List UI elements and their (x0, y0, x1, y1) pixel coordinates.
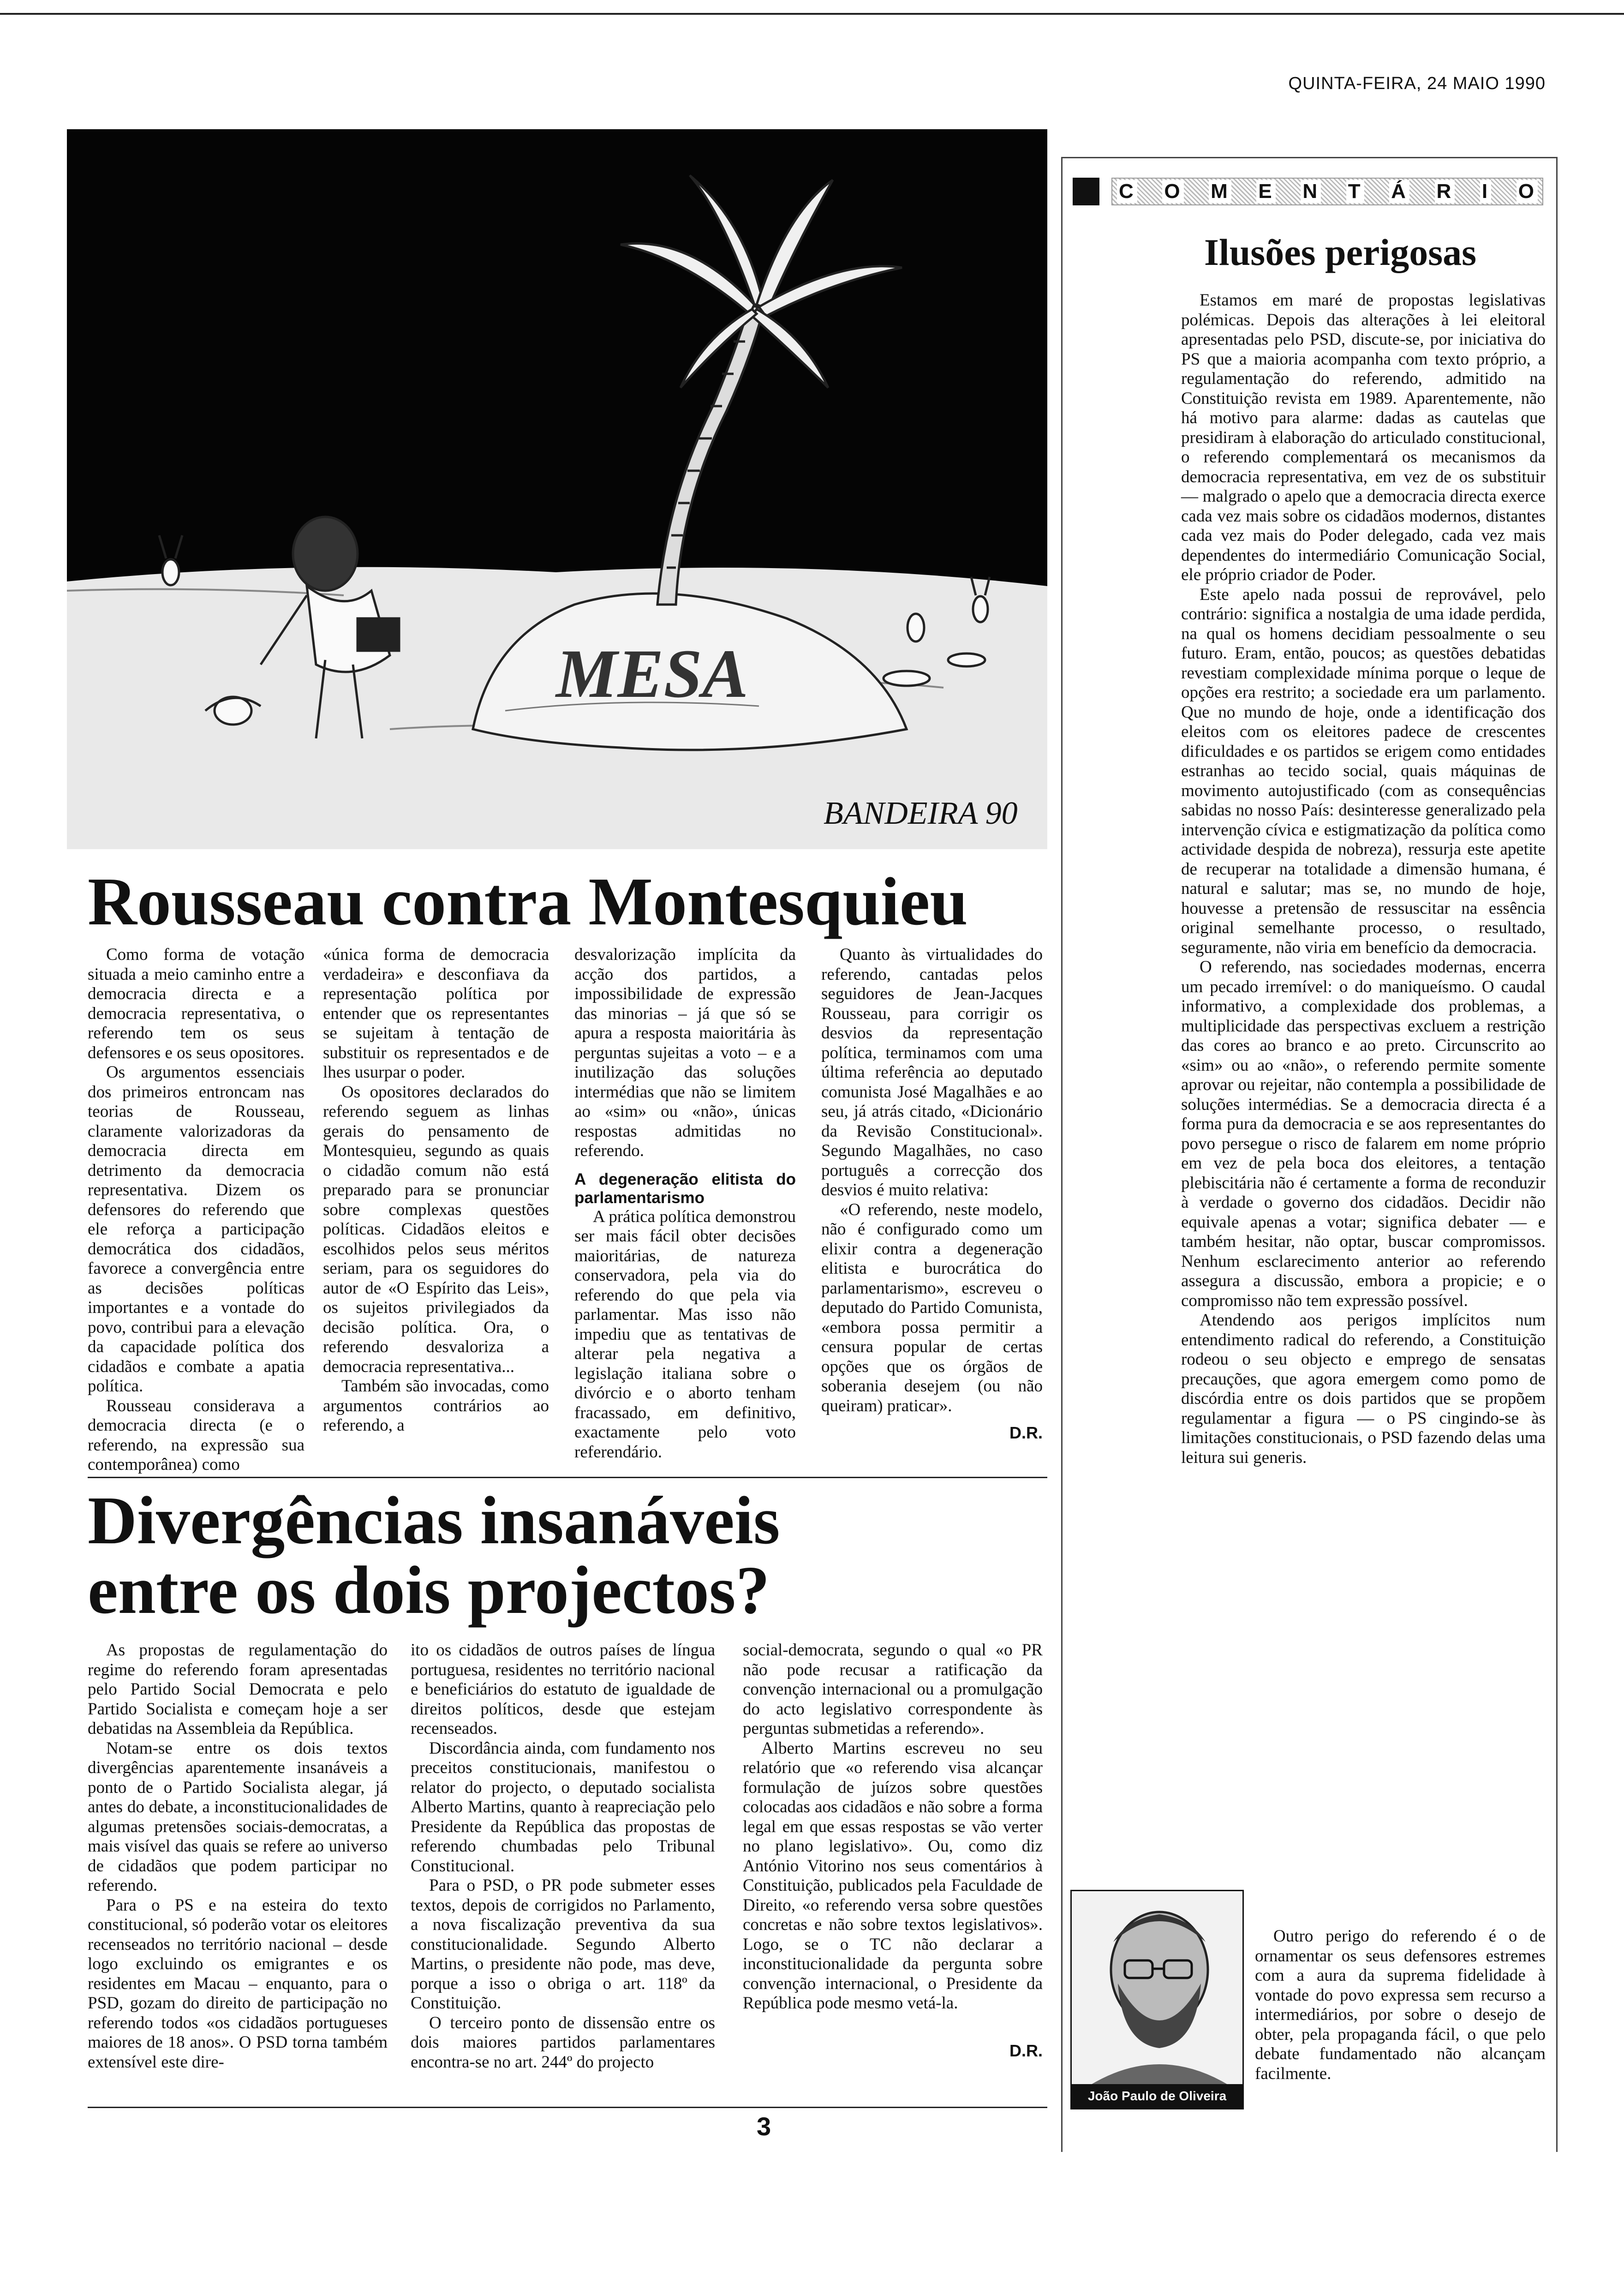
article1-signoff: D.R. (1009, 1423, 1043, 1442)
article2-headline-line1: Divergências insanáveis (88, 1483, 780, 1558)
paragraph: Os opositores declarados do referendo seguem as linhas gerais do pensamento de Montesquieu, segundo as quais o cidadão comum não está preparado para se pronunciar sobre complexas questões políticas. Cidadãos eleitos e escolhidos pelos seus méritos seriam, para os seguidores do autor de «O Espírito das Leis», os sujeitos privilegiados da decisão política. Ora, o referendo desvaloriza a democracia representativa... (323, 1082, 549, 1376)
banner-letter: E (1256, 180, 1275, 203)
paragraph: Como forma de votação situada a meio caminho entre a democracia directa e a democracia representativa, o referendo tem os seus defensores e os seus opositores. (88, 945, 304, 1062)
paragraph: Quanto às virtualidades do referendo, cantadas pelos seguidores de Jean-Jacques Rousseau, para corrigir os desvios da representação política, terminamos com uma última referência ao deputado comunista José Magalhães e ao seu, já atrás citado, «Dicionário da Revisão Constitucional». Segundo Magalhães, no caso português a correcção dos desvios é muito relativa: (821, 945, 1043, 1199)
article1-col4 (821, 945, 1043, 1443)
paragraph: ito os cidadãos de outros países de língua portuguesa, residentes no território nacional e beneficiários do estatuto de igualdade de direitos políticos, desde que estejam recenseados. (411, 1641, 715, 1738)
article1-col3 (574, 945, 796, 1462)
paragraph: Outro perigo do referendo é o de ornamentar os seus defensores estremes com a aura da suprema fidelidade à vontade do povo expressa sem recurso a intermediários, por sobre o desejo de obter, pela propaganda fácil, o que pelo debate fundamentado não alcançam facilmente. (1255, 1927, 1546, 2083)
page-number: 3 (757, 2112, 771, 2141)
banner-letter: O (1162, 180, 1183, 203)
portrait-caption: João Paulo de Oliveira (1072, 2084, 1242, 2108)
dateline: QUINTA-FEIRA, 24 MAIO 1990 (1288, 74, 1546, 93)
paragraph: «O referendo, neste modelo, não é configurado como um elixir contra a degeneração elitista e burocrática do parlamentarismo», escreveu o deputado do Partido Comunista, «embora possa permitir a censura popular de certas opções que os órgãos de soberania desejem (ou não queiram) praticar». (821, 1200, 1043, 1415)
paragraph: Os argumentos essenciais dos primeiros entroncam nas teorias de Rousseau, claramente valorizadoras da democracia directa em detrimento da democracia representativa. Dizem os defensores do referendo que ele reforça a participação democrática dos cidadãos, favorece a convergência entre as decisões políticas importantes e a vontade do povo, contribui para a elevação da capacidade política dos cidadãos e combate a apatia política. (88, 1063, 304, 1396)
article2-col2 (411, 1641, 715, 2072)
section-divider (88, 1477, 1047, 1478)
article2-headline (88, 1483, 964, 1628)
paragraph: As propostas de regulamentação do regime do referendo foram apresentadas pelo Partido Social Democrata e pelo Partido Socialista e começam hoje a ser debatidas na Assembleia da República. (88, 1641, 388, 1738)
paragraph: Para o PSD, o PR pode submeter esses textos, depois de corrigidos no Parlamento, a nova fiscalização preventiva da sua constitucionalidade. Segundo Alberto Martins, o presidente não pode, mas deve, porque a isso o obriga o art. 118º da Constituição. (411, 1876, 715, 2013)
island-label: MESA (556, 635, 748, 712)
cartoon-drawing (67, 129, 1047, 849)
portrait-drawing (1072, 1891, 1242, 2085)
paragraph: Estamos em maré de propostas legislativas polémicas. Depois das alterações à lei eleitoral apresentadas pelo PSD, discute-se, por iniciativa do PS que a maioria acompanha com texto próprio, a regulamentação do referendo, admitido na Constituição revista em 1989. Aparentemente, não há motivo para alarme: dadas as cautelas que presidiram à elaboração do articulado constitucional, o referendo complementará os mecanismos da democracia representativa, em vez de os substituir — malgrado o apelo que a democracia directa exerce cada vez mais sobre os cidadãos modernos, distantes cada vez mais do Poder delegado, cada vez mais dependentes do intermediário Comunicação Social, ele próprio criador de Poder. (1181, 291, 1546, 584)
cartoon-illustration (67, 129, 1047, 849)
banner-letter: I (1480, 180, 1491, 203)
paragraph: Este apelo nada possui de reprovável, pelo contrário: significa a nostalgia de uma idade perdida, na qual os homens decidiam pessoalmente o seu futuro. Eram, então, poucos; as questões debatidas revestiam complexidade mínima porque o leque de opções era restrito; a sociedade era um parlamento. Que no mundo de hoje, onde a identificação dos eleitos com os eleitores padece de crescentes dificuldades e os partidos se erigem como entidades estranhas ao tecido social, quais máquinas de movimento autojustificado (com as consequências sabidas no nosso País: desinteresse generalizado pela intervenção cívica e estigmatização da política como actividade despida de nobreza), ressurja este apetite de recuperar na totalidade a dimensão humana, é natural e salutar; mas se, no mundo de hoje, houvesse a pretensão de ressuscitar na essência original semelhante processo, o resultado, seguramente, não viria em benefício da democracia. (1181, 585, 1546, 957)
paragraph: Discordância ainda, com fundamento nos preceitos constitucionais, manifestou o relator do projecto, o deputado socialista Alberto Martins, quanto à reapreciação pelo Presidente da República das propostas de referendo chumbadas pelo Tribunal Constitucional. (411, 1738, 715, 1876)
banner-letter: M (1209, 180, 1231, 203)
paragraph: Notam-se entre os dois textos divergências aparentemente insanáveis a ponto de o Partido Socialista alegar, já antes do debate, a inconstitucionalidades de algumas pretensões sociais-democratas, a mais visível das quais se refere ao universo de cidadãos que podem participar no referendo. (88, 1738, 388, 1895)
banner-letter: O (1517, 180, 1538, 203)
banner-letter: R (1435, 180, 1455, 203)
banner-block (1073, 178, 1099, 205)
paragraph: O terceiro ponto de dissensão entre os dois maiores partidos parlamentares encontra-se no art. 244º do projecto (411, 2013, 715, 2072)
banner-letter: Á (1389, 180, 1409, 203)
article1-headline: Rousseau contra Montesquieu (88, 864, 968, 940)
paragraph: «única forma de democracia verdadeira» e desconfiava da representação política por entender que os representantes se sujeitam à tentação de substituir os representados e de lhes usurpar o poder. (323, 945, 549, 1082)
banner-text (1111, 178, 1543, 205)
banner-letter: C (1117, 180, 1137, 203)
paragraph: Para o PS e na esteira do texto constitucional, só poderão votar os eleitores recenseados no território nacional – desde logo excluindo os emigrantes e os residentes em Macau – enquanto, para o PSD, gozam do direito de participação no referendo todos «os cidadãos portugueses maiores de 18 anos». O PSD torna também extensível este dire- (88, 1895, 388, 2072)
article1-col1 (88, 945, 304, 1475)
paragraph: O referendo, nas sociedades modernas, encerra um pecado irremível: o do maniqueísmo. O caudal informativo, a complexidade dos problemas, a multiplicidade das perspectivas excluem a restrição das cores ao branco e ao preto. Circunscrito ao «sim» ou ao «não», o referendo permite somente aprovar ou rejeitar, não contempla a possibilidade de soluções intermédias. Se a democracia directa é a forma pura da democracia e se aos representantes do povo persegue o risco de falarem em nome próprio em vez de pela boca dos eleitores, a tentação plebiscitária não é certamente a forma de reconduzir à verdade o governo dos cidadãos. Decidir não equivale apenas a votar; significa debater — e também hesitar, não optar, buscar compromissos. Nenhum esclarecimento anterior ao referendo assegura a discussão, embora a propicie; e o compromisso não tem expressão possível. (1181, 958, 1546, 1310)
banner-letter: N (1301, 180, 1321, 203)
paragraph: A prática política demonstrou ser mais fácil obter decisões maioritárias, de natureza conservadora, pela via do referendo do que pela via parlamentar. Mas isso não impediu que as tentativas de alterar pela negativa a legislação italiana sobre o divórcio e o aborto tenham fracassado, em definitivo, exactamente pelo voto referendário. (574, 1207, 796, 1462)
bottom-rule (88, 2107, 1047, 2108)
article2-col1 (88, 1641, 388, 2072)
comment-body-top (1181, 291, 1546, 1468)
paragraph: Rousseau considerava a democracia directa (e o referendo, na expressão sua contemporânea) como (88, 1396, 304, 1474)
paragraph: Alberto Martins escreveu no seu relatório que «o referendo visa alcançar formulação de juízos sobre questões colocadas aos cidadãos e não sobre a forma legal em que essas respostas se vão verter no plano legislativo». Ou, como diz António Vitorino nos seus comentários à Constituição, publicados pela Faculdade de Direito, «o referendo versa sobre questões concretas e não sobre textos legislativos». Logo, se o TC não declarar a inconstitucionalidade da pergunta sobre convenção internacional, o Presidente da República pode mesmo vetá-la. (743, 1738, 1043, 2013)
author-portrait (1070, 1890, 1244, 2109)
cartoon-signature: BANDEIRA 90 (824, 796, 1018, 831)
top-rule (0, 13, 1624, 15)
comment-banner (1073, 175, 1543, 208)
paragraph: desvalorização implícita da acção dos partidos, a impossibilidade de expressão das minorias – já que só se apura a resposta maioritária às perguntas sujeitas a voto – e a inutilização das soluções intermédias que não se limitem ao «sim» ou «não», únicas respostas admitidas no referendo. (574, 945, 796, 1160)
paragraph: Atendendo aos perigos implícitos num entendimento radical do referendo, a Constituição rodeou o seu objecto e emprego de sensatas precauções, que agora emergem como pomo de discórdia entre os dois partidos que se propõem regulamentar a figura — o PS cingindo-se às limitações constitucionais, o PSD fazendo delas uma leitura sui generis. (1181, 1311, 1546, 1467)
comment-title: Ilusões perigosas (1204, 231, 1477, 273)
paragraph: Também são invocadas, como argumentos contrários ao referendo, a (323, 1377, 549, 1435)
article2-signoff: D.R. (1009, 2041, 1043, 2060)
article2-headline-line2: entre os dois projectos? (88, 1552, 770, 1628)
banner-letter: T (1346, 180, 1364, 203)
paragraph: social-democrata, segundo o qual «o PR não pode recusar a ratificação da convenção internacional ou a promulgação do acto legislativo correspondente às perguntas submetidas a referendo». (743, 1641, 1043, 1738)
comment-body-bottom (1255, 1927, 1546, 2084)
article2-col3 (743, 1641, 1043, 2061)
article1-subhead: A degeneração elitista do parlamentarismo (574, 1170, 796, 1207)
article1-col2 (323, 945, 549, 1436)
